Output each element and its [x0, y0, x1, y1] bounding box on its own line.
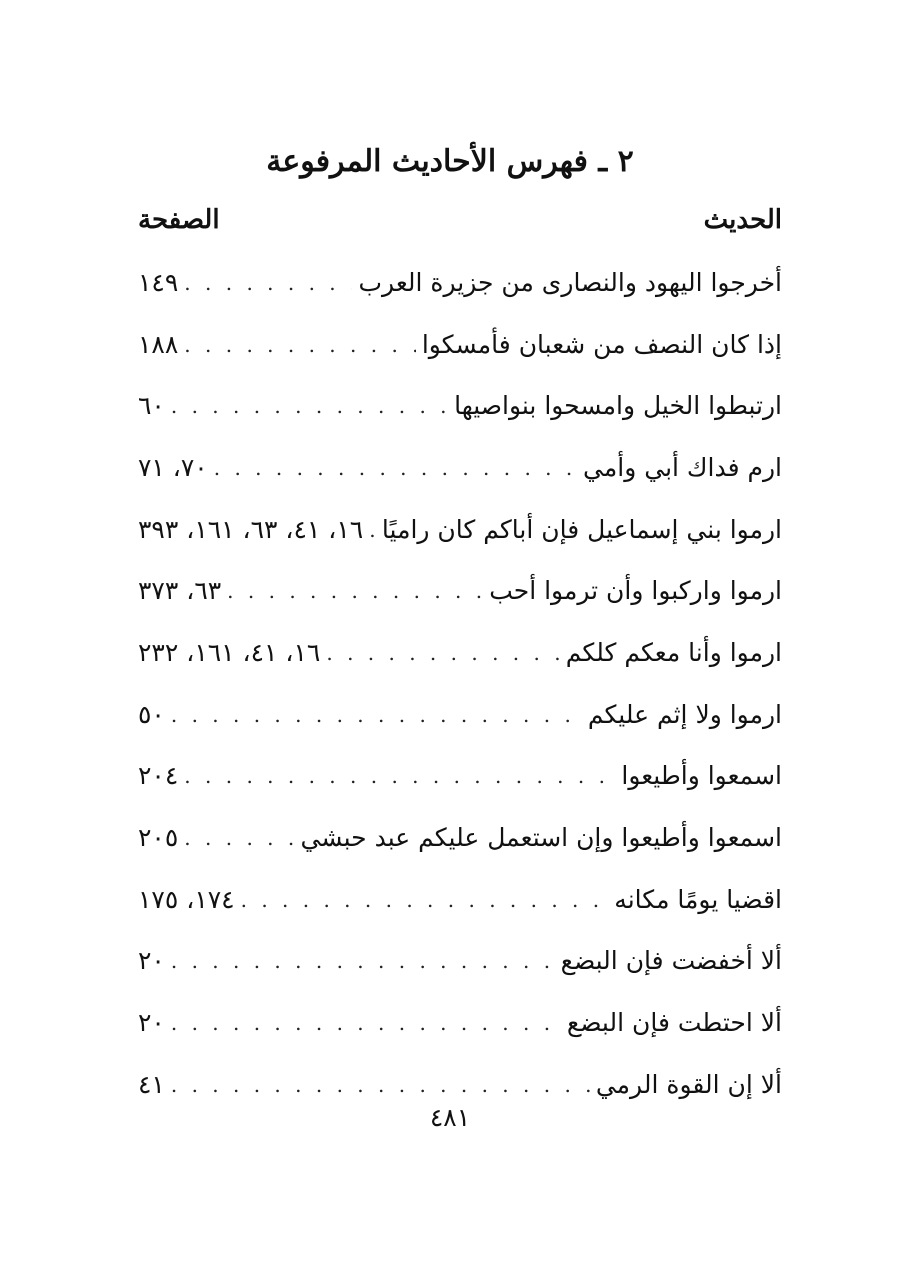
hadith-text: ارموا بني إسماعيل فإن أباكم كان راميًا	[381, 514, 782, 544]
dot-leader	[235, 880, 609, 920]
dot-leader	[178, 818, 294, 858]
hadith-index-list	[138, 252, 782, 1116]
index-title: ٢ ـ فهرس الأحاديث المرفوعة	[266, 144, 634, 179]
page-references: ٥٠	[138, 699, 165, 729]
hadith-text: ألا احتطت فإن البضع	[566, 1008, 782, 1038]
dot-leader	[320, 633, 559, 673]
index-entry	[138, 992, 782, 1054]
hadith-text: ارم فداك أبي وأمي	[583, 452, 782, 482]
dot-leader	[363, 510, 376, 550]
hadith-text: ارموا واركبوا وأن ترموا أحب	[489, 576, 782, 606]
hadith-text: أخرجوا اليهود والنصارى من جزيرة العرب	[358, 267, 782, 297]
dot-leader	[165, 1003, 561, 1043]
dot-leader	[221, 571, 483, 611]
dot-leader	[165, 695, 582, 735]
page-references: ٦٠	[138, 391, 165, 421]
index-entry	[138, 684, 782, 746]
page-references: ٦٣، ٣٧٣	[138, 576, 222, 606]
hadith-text: ألا أخفضت فإن البضع	[560, 946, 782, 976]
page-references: ٧٠، ٧١	[138, 452, 208, 482]
page-references: ٢٠٥	[138, 823, 179, 853]
page-references: ١٨٨	[138, 329, 179, 359]
hadith-text: إذا كان النصف من شعبان فأمسكوا	[421, 329, 782, 359]
index-entry	[138, 560, 782, 622]
page-references: ٤١	[138, 1069, 165, 1099]
hadith-text: اسمعوا وأطيعوا وإن استعمل عليكم عبد حبشي	[300, 823, 782, 853]
hadith-text: ارموا وأنا معكم كلكم	[565, 637, 782, 667]
index-entry	[138, 437, 782, 499]
dot-leader	[208, 448, 577, 488]
hadith-text: ارتبطوا الخيل وامسحوا بنواصيها	[454, 391, 782, 421]
dot-leader	[178, 325, 416, 365]
page-references: ٢٠	[138, 1008, 165, 1038]
page-references: ١٦، ٤١، ٦٣، ١٦١، ٣٩٣	[138, 514, 364, 544]
index-entry	[138, 375, 782, 437]
index-entry	[138, 869, 782, 931]
index-entry	[138, 807, 782, 869]
index-entry	[138, 314, 782, 376]
dot-leader	[165, 386, 448, 426]
index-entry	[138, 499, 782, 561]
hadith-text: اقضيا يومًا مكانه	[614, 884, 782, 914]
page-references: ١٦، ٤١، ١٦١، ٢٣٢	[138, 637, 321, 667]
page-references: ٢٠	[138, 946, 165, 976]
column-header-page: الصفحة	[138, 205, 220, 235]
page-references: ١٧٤، ١٧٥	[138, 884, 235, 914]
dot-leader	[178, 756, 615, 796]
index-entry	[138, 746, 782, 808]
page-references: ٢٠٤	[138, 761, 179, 791]
column-header-hadith: الحديث	[703, 205, 782, 235]
index-entry	[138, 622, 782, 684]
hadith-text: اسمعوا وأطيعوا	[621, 761, 782, 791]
hadith-text: ارموا ولا إثم عليكم	[587, 699, 782, 729]
index-entry	[138, 252, 782, 314]
hadith-text: ألا إن القوة الرمي	[595, 1069, 782, 1099]
dot-leader	[165, 941, 555, 981]
index-entry	[138, 931, 782, 993]
dot-leader	[178, 263, 352, 303]
page-number: ٤٨١	[429, 1103, 471, 1132]
page-references: ١٤٩	[138, 267, 179, 297]
